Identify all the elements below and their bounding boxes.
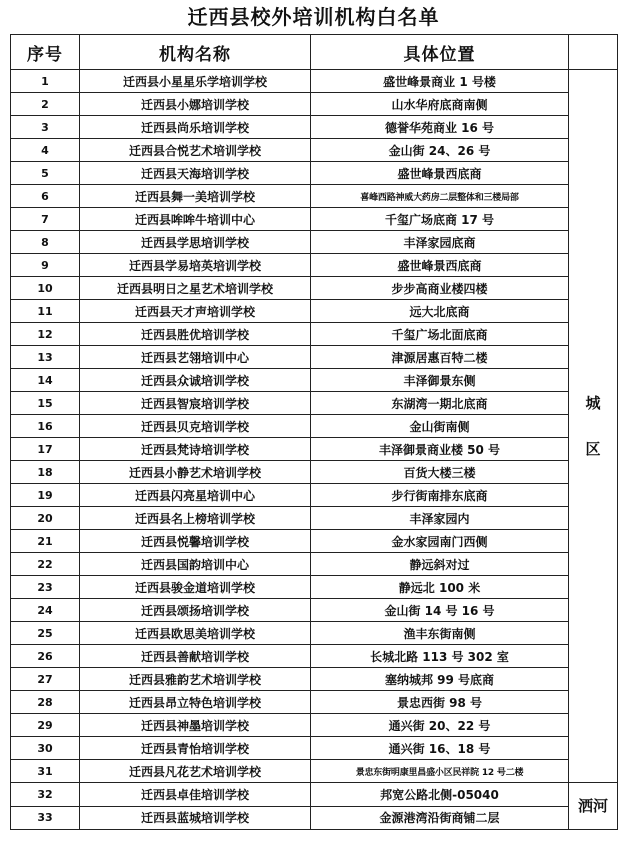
institution-name: 迁西县神墨培训学校: [80, 714, 311, 737]
institution-location: 景忠西街 98 号: [311, 691, 569, 714]
table-body: [11, 70, 618, 830]
table-row: [11, 300, 618, 323]
row-index: 28: [11, 691, 80, 714]
table-row: [11, 162, 618, 185]
institution-name: 迁西县舞一美培训学校: [80, 185, 311, 208]
institution-name: 迁西县胜优培训学校: [80, 323, 311, 346]
institution-name: 迁西县哞哞牛培训中心: [80, 208, 311, 231]
institution-location: 塞纳城邦 99 号底商: [311, 668, 569, 691]
institution-location: 景忠东街明康里昌盛小区民祥院 12 号二楼: [311, 760, 569, 783]
table-row: [11, 323, 618, 346]
row-index: 7: [11, 208, 80, 231]
table-row: [11, 231, 618, 254]
table-row: [11, 70, 618, 93]
area-cell-urban: [569, 70, 618, 783]
institution-name: 迁西县学易培英培训学校: [80, 254, 311, 277]
institution-location: 盛世峰景西底商: [311, 254, 569, 277]
table-row: [11, 737, 618, 760]
institution-location: 丰泽御景东侧: [311, 369, 569, 392]
institution-name: 迁西县梵诗培训学校: [80, 438, 311, 461]
institution-name: 迁西县颂扬培训学校: [80, 599, 311, 622]
row-index: 29: [11, 714, 80, 737]
institution-location: 金源港湾沿街商铺二层: [311, 806, 569, 830]
institution-location: 千玺广场底商 17 号: [311, 208, 569, 231]
table-row: [11, 714, 618, 737]
institution-name: 迁西县蓝城培训学校: [80, 806, 311, 830]
institution-name: 迁西县凡花艺术培训学校: [80, 760, 311, 783]
institution-location: 丰泽家园底商: [311, 231, 569, 254]
institution-location: 远大北底商: [311, 300, 569, 323]
institution-location: 步行街南排东底商: [311, 484, 569, 507]
row-index: 30: [11, 737, 80, 760]
institution-location: 邦宽公路北侧-05040: [311, 783, 569, 807]
row-index: 31: [11, 760, 80, 783]
institution-name: 迁西县名上榜培训学校: [80, 507, 311, 530]
table-header-row: [11, 35, 618, 70]
institution-name: 迁西县学思培训学校: [80, 231, 311, 254]
institution-name: 迁西县小静艺术培训学校: [80, 461, 311, 484]
row-index: 22: [11, 553, 80, 576]
table-row: [11, 415, 618, 438]
institution-name: 迁西县智宸培训学校: [80, 392, 311, 415]
institution-name: 迁西县卓佳培训学校: [80, 783, 311, 807]
row-index: 26: [11, 645, 80, 668]
row-index: 4: [11, 139, 80, 162]
table-row: [11, 185, 618, 208]
row-index: 1: [11, 70, 80, 93]
institution-name: 迁西县欧思美培训学校: [80, 622, 311, 645]
table-row: [11, 208, 618, 231]
table-row: [11, 277, 618, 300]
header-index: 序号: [11, 35, 80, 70]
table-row: [11, 668, 618, 691]
table-row: [11, 461, 618, 484]
document-title: 迁西县校外培训机构白名单: [187, 5, 440, 29]
institution-location: 通兴街 20、22 号: [311, 714, 569, 737]
institution-name: 迁西县悦馨培训学校: [80, 530, 311, 553]
institution-name: 迁西县昂立特色培训学校: [80, 691, 311, 714]
institution-name: 迁西县小星星乐学培训学校: [80, 70, 311, 93]
table-row: [11, 645, 618, 668]
row-index: 25: [11, 622, 80, 645]
row-index: 20: [11, 507, 80, 530]
institution-location: 东湖湾一期北底商: [311, 392, 569, 415]
row-index: 13: [11, 346, 80, 369]
institution-name: 迁西县天才声培训学校: [80, 300, 311, 323]
institution-location: 盛世峰景西底商: [311, 162, 569, 185]
institution-location: 千玺广场北面底商: [311, 323, 569, 346]
institution-location: 金山街南侧: [311, 415, 569, 438]
row-index: 5: [11, 162, 80, 185]
whitelist-table: [10, 34, 618, 830]
row-index: 21: [11, 530, 80, 553]
table-row: [11, 116, 618, 139]
row-index: 24: [11, 599, 80, 622]
table-row: [11, 254, 618, 277]
area-cell-county: 洒河: [569, 783, 618, 830]
row-index: 3: [11, 116, 80, 139]
institution-location: 津源居惠百特二楼: [311, 346, 569, 369]
table-row: [11, 553, 618, 576]
row-index: 12: [11, 323, 80, 346]
table-row: [11, 783, 618, 807]
table-row: [11, 507, 618, 530]
institution-name: 迁西县尚乐培训学校: [80, 116, 311, 139]
row-index: 15: [11, 392, 80, 415]
area-char: 城: [585, 394, 601, 412]
row-index: 10: [11, 277, 80, 300]
institution-location: 长城北路 113 号 302 室: [311, 645, 569, 668]
row-index: 17: [11, 438, 80, 461]
header-area: [569, 35, 618, 70]
table-row: [11, 93, 618, 116]
institution-location: 山水华府底商南侧: [311, 93, 569, 116]
table-row: [11, 599, 618, 622]
header-name: 机构名称: [80, 35, 311, 70]
row-index: 19: [11, 484, 80, 507]
row-index: 27: [11, 668, 80, 691]
table-row: [11, 622, 618, 645]
table-row: [11, 369, 618, 392]
row-index: 8: [11, 231, 80, 254]
institution-name: 迁西县贝克培训学校: [80, 415, 311, 438]
institution-name: 迁西县众诚培训学校: [80, 369, 311, 392]
institution-location: 金水家园南门西侧: [311, 530, 569, 553]
institution-name: 迁西县青怡培训学校: [80, 737, 311, 760]
table-row: [11, 530, 618, 553]
table-row: [11, 139, 618, 162]
institution-location: 金山街 24、26 号: [311, 139, 569, 162]
row-index: 32: [11, 783, 80, 807]
institution-location: 丰泽家园内: [311, 507, 569, 530]
institution-name: 迁西县明日之星艺术培训学校: [80, 277, 311, 300]
institution-location: 德誉华苑商业 16 号: [311, 116, 569, 139]
area-char: 区: [585, 440, 601, 458]
row-index: 14: [11, 369, 80, 392]
institution-location: 丰泽御景商业楼 50 号: [311, 438, 569, 461]
institution-location: 通兴街 16、18 号: [311, 737, 569, 760]
institution-name: 迁西县艺翎培训中心: [80, 346, 311, 369]
row-index: 2: [11, 93, 80, 116]
table-row: [11, 346, 618, 369]
row-index: 9: [11, 254, 80, 277]
institution-name: 迁西县骏金道培训学校: [80, 576, 311, 599]
row-index: 18: [11, 461, 80, 484]
table-row: [11, 392, 618, 415]
institution-name: 迁西县小娜培训学校: [80, 93, 311, 116]
institution-location: 百货大楼三楼: [311, 461, 569, 484]
institution-location: 盛世峰景商业 1 号楼: [311, 70, 569, 93]
institution-name: 迁西县雅韵艺术培训学校: [80, 668, 311, 691]
table-row: [11, 806, 618, 830]
table-row: [11, 760, 618, 783]
header-location: 具体位置: [311, 35, 569, 70]
institution-location: 静远北 100 米: [311, 576, 569, 599]
institution-name: 迁西县国韵培训中心: [80, 553, 311, 576]
table-row: [11, 691, 618, 714]
institution-location: 步步高商业楼四楼: [311, 277, 569, 300]
institution-location: 渔丰东街南侧: [311, 622, 569, 645]
row-index: 11: [11, 300, 80, 323]
row-index: 16: [11, 415, 80, 438]
institution-location: 喜峰西路神威大药房二层整体和三楼局部: [311, 185, 569, 208]
table-row: [11, 576, 618, 599]
institution-name: 迁西县合悦艺术培训学校: [80, 139, 311, 162]
row-index: 6: [11, 185, 80, 208]
row-index: 23: [11, 576, 80, 599]
institution-location: 静远斜对过: [311, 553, 569, 576]
institution-name: 迁西县善献培训学校: [80, 645, 311, 668]
institution-location: 金山街 14 号 16 号: [311, 599, 569, 622]
table-row: [11, 484, 618, 507]
table-row: [11, 438, 618, 461]
institution-name: 迁西县天海培训学校: [80, 162, 311, 185]
row-index: 33: [11, 806, 80, 830]
institution-name: 迁西县闪亮星培训中心: [80, 484, 311, 507]
